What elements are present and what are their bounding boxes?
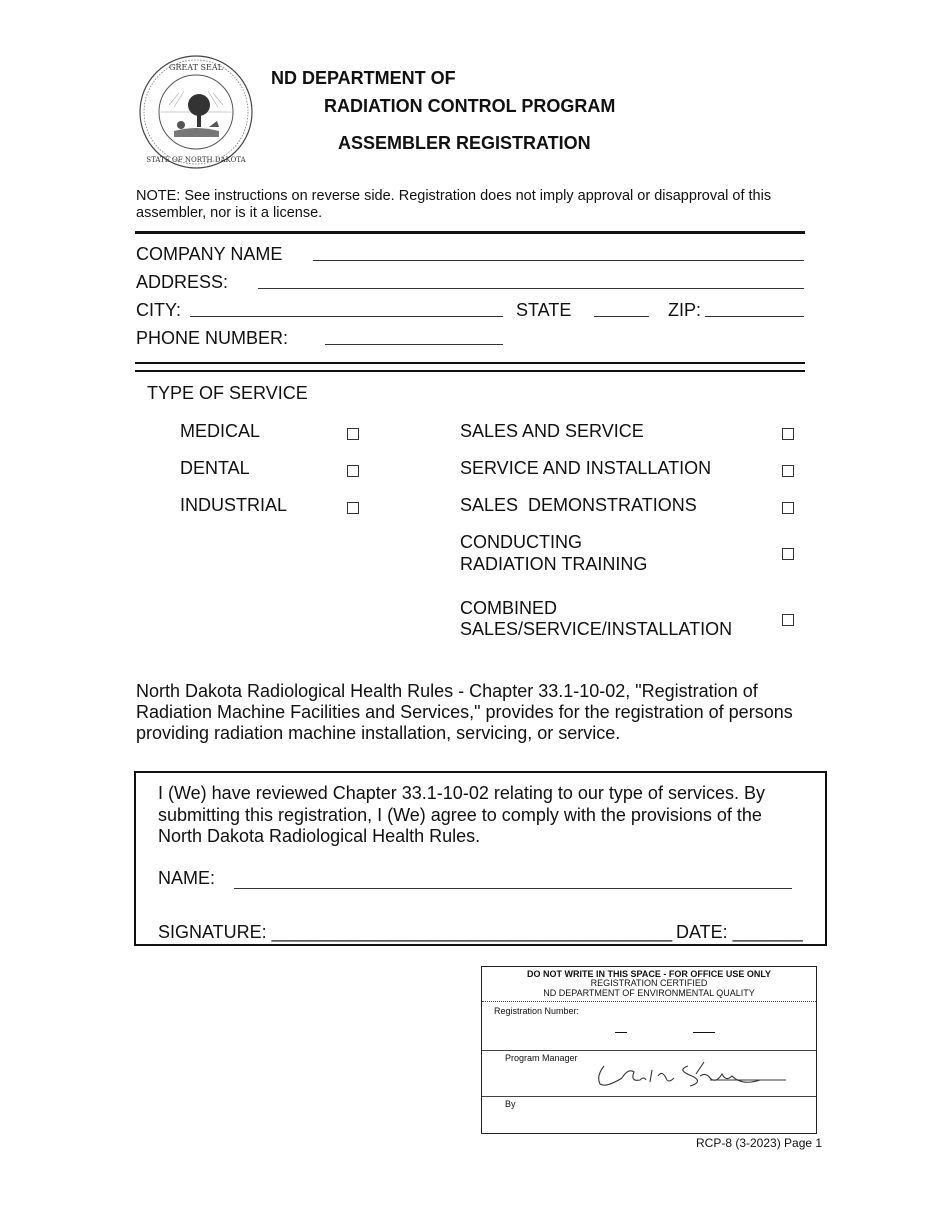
- divider: [482, 1001, 816, 1002]
- conducting-radiation-training-checkbox[interactable]: [782, 548, 794, 560]
- name-label: NAME:: [158, 868, 216, 888]
- form-number-footer: RCP-8 (3-2023) Page 1: [696, 1136, 823, 1150]
- by-label: By: [505, 1099, 516, 1109]
- program-manager-signature: [592, 1056, 792, 1092]
- svg-text:GREAT SEAL: GREAT SEAL: [169, 63, 223, 72]
- header-dept: ND DEPARTMENT OF: [271, 68, 456, 88]
- sales-and-service-checkbox[interactable]: [782, 428, 794, 440]
- phone-label: PHONE NUMBER:: [136, 328, 289, 348]
- city-label: CITY:: [136, 300, 182, 320]
- name-field[interactable]: [234, 888, 792, 889]
- conducting-label-line2: RADIATION TRAINING: [460, 554, 648, 574]
- program-manager-label: Program Manager: [505, 1053, 578, 1063]
- header-program: RADIATION CONTROL PROGRAM: [324, 96, 616, 116]
- conducting-label-line1: CONDUCTING: [460, 532, 582, 552]
- service-and-installation-label: SERVICE AND INSTALLATION: [460, 458, 712, 478]
- medical-checkbox[interactable]: [347, 428, 359, 440]
- divider: [135, 231, 805, 234]
- great-seal-of-north-dakota: [139, 55, 253, 169]
- service-industrial-label: INDUSTRIAL: [180, 495, 288, 515]
- divider: [135, 362, 805, 364]
- phone-field[interactable]: [325, 344, 503, 345]
- sales-demonstrations-label: SALES DEMONSTRATIONS: [460, 495, 697, 515]
- dental-checkbox[interactable]: [347, 465, 359, 477]
- date-label: DATE: _______: [676, 922, 803, 942]
- combined-label-line1: COMBINED: [460, 598, 558, 618]
- type-of-service-heading: TYPE OF SERVICE: [147, 383, 308, 403]
- service-sales-and-service-label: SALES AND SERVICE: [460, 421, 644, 441]
- office-use-heading: DO NOT WRITE IN THIS SPACE - FOR OFFICE USE ONLY: [526, 969, 771, 979]
- combined-label-line2: SALES/SERVICE/INSTALLATION: [460, 619, 733, 639]
- service-medical-label: MEDICAL: [180, 421, 261, 441]
- divider: [482, 1050, 816, 1051]
- address-field[interactable]: [258, 288, 804, 289]
- registration-number-dash: [693, 1032, 715, 1033]
- office-department: ND DEPARTMENT OF ENVIRONMENTAL QUALITY: [543, 988, 755, 998]
- svg-text:STATE OF NORTH DAKOTA: STATE OF NORTH DAKOTA: [146, 156, 246, 164]
- divider: [482, 1096, 816, 1097]
- rules-paragraph: North Dakota Radiological Health Rules - Chapter 33.1-10-02, "Registration of Radiation Machine Facilities and Services," provides for the registration of persons providing radiation machine installation, servicing, or service.: [136, 681, 793, 743]
- city-field[interactable]: [190, 316, 503, 317]
- state-field[interactable]: [594, 316, 649, 317]
- note-text: NOTE: See instructions on reverse side. Registration does not imply approval or disapproval of this assembler, nor is it a license.: [136, 188, 772, 221]
- industrial-checkbox[interactable]: [347, 502, 359, 514]
- sales-demonstrations-checkbox[interactable]: [782, 502, 794, 514]
- registration-number-dash: [615, 1032, 627, 1033]
- registration-certified: REGISTRATION CERTIFIED: [590, 978, 708, 988]
- agreement-text: I (We) have reviewed Chapter 33.1-10-02 relating to our type of services. By submitting this registration, I (We) agree to comply with the provisions of the North Dakota Radiological Health Rules.: [158, 783, 765, 846]
- company-name-label: COMPANY NAME: [136, 244, 283, 264]
- registration-number-label: Registration Number:: [494, 1006, 580, 1016]
- address-label: ADDRESS:: [136, 272, 229, 292]
- zip-label: ZIP:: [668, 300, 702, 320]
- zip-field[interactable]: [705, 316, 804, 317]
- service-and-installation-checkbox[interactable]: [782, 465, 794, 477]
- company-name-field[interactable]: [313, 260, 804, 261]
- state-label: STATE: [516, 300, 572, 320]
- service-dental-label: DENTAL: [180, 458, 250, 478]
- form-title: ASSEMBLER REGISTRATION: [338, 133, 591, 153]
- divider: [135, 370, 805, 372]
- combined-checkbox[interactable]: [782, 614, 794, 626]
- signature-label: SIGNATURE: ________________________________________: [158, 922, 673, 942]
